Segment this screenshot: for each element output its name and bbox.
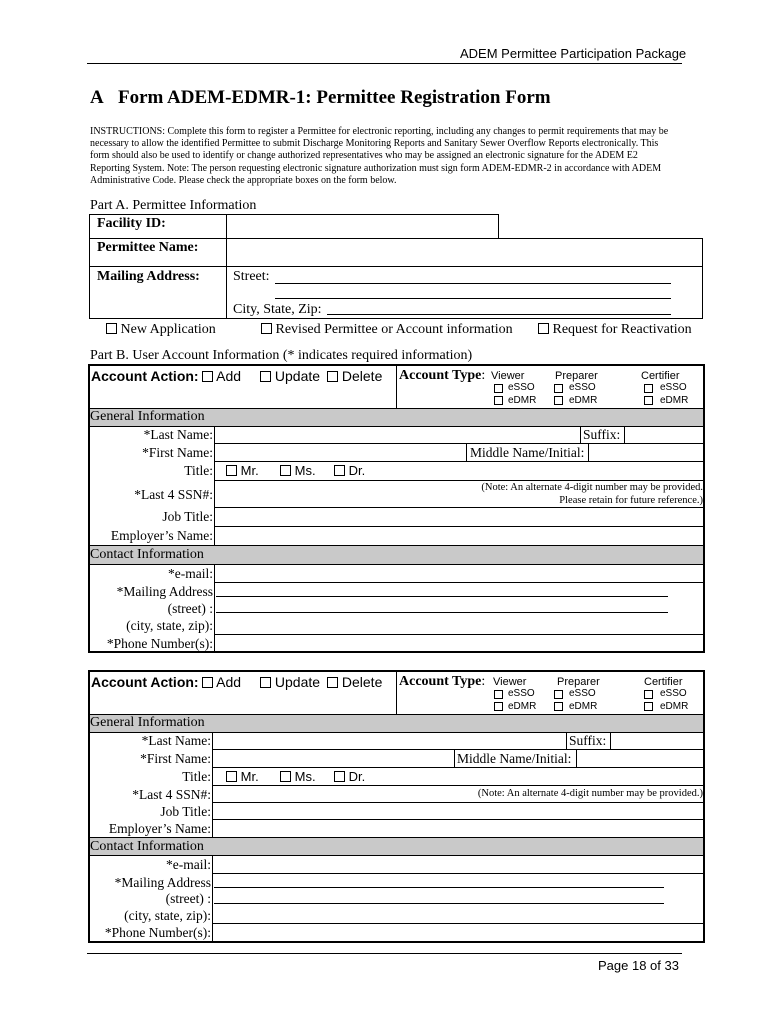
update-option-1[interactable]: Update <box>260 368 320 384</box>
phone-input-1[interactable] <box>216 636 702 651</box>
title-text: Form ADEM-EDMR-1: Permittee Registration Form <box>117 87 551 108</box>
title-ms-option-2[interactable]: Ms. <box>280 769 316 784</box>
reactivation-option[interactable]: Request for Reactivation <box>538 322 692 338</box>
revised-checkbox[interactable] <box>261 323 272 334</box>
middle-name-input-1[interactable] <box>590 445 702 460</box>
street-line-1b[interactable] <box>216 612 668 613</box>
dr-checkbox[interactable] <box>334 465 345 476</box>
title-mr-option-1[interactable]: Mr. <box>226 463 259 478</box>
part-a-heading: Part A. Permittee Information <box>90 198 257 213</box>
permittee-name-label: Permittee Name: <box>97 240 199 255</box>
new-application-checkbox[interactable] <box>106 323 117 334</box>
middle-name-label-2: Middle Name/Initial: <box>457 751 572 766</box>
viewer-esso-checkbox[interactable] <box>494 690 503 699</box>
suffix-input-1[interactable] <box>626 427 702 442</box>
last-name-label-2: *Last Name: <box>141 733 211 748</box>
contact-info-heading-2: Contact Information <box>90 839 204 854</box>
add-checkbox[interactable] <box>202 371 213 382</box>
mr-checkbox[interactable] <box>226 771 237 782</box>
package-title: ADEM Permittee Participation Package <box>460 46 687 61</box>
email-input-1[interactable] <box>216 566 702 581</box>
street-input-line2[interactable] <box>275 298 671 299</box>
street-line-1[interactable] <box>216 596 668 597</box>
city-state-zip-label: City, State, Zip: <box>233 302 322 317</box>
page-number: Page 18 of 33 <box>598 958 679 973</box>
viewer-label-1: Viewer <box>491 370 525 382</box>
mailing-address-label-2: *Mailing Address <box>114 875 211 890</box>
phone-label-1: *Phone Number(s): <box>106 636 213 651</box>
city-state-zip-label-2: (city, state, zip): <box>124 908 211 923</box>
last-name-input-2[interactable] <box>214 733 564 748</box>
preparer-edmr-checkbox[interactable] <box>554 702 563 711</box>
update-checkbox[interactable] <box>260 371 271 382</box>
title-ms-option-1[interactable]: Ms. <box>280 463 316 478</box>
last-name-input-1[interactable] <box>216 427 578 442</box>
add-checkbox[interactable] <box>202 677 213 688</box>
ssn-note-1: (Note: An alternate 4-digit number may be provided. Please retain for future reference.) <box>481 482 703 506</box>
title-label-2: Title: <box>182 769 211 784</box>
ssn-label-2: *Last 4 SSN#: <box>132 787 211 802</box>
account-action-label-1: Account Action: <box>91 368 199 384</box>
title-dr-option-1[interactable]: Dr. <box>334 463 365 478</box>
suffix-input-2[interactable] <box>612 733 702 748</box>
ms-checkbox[interactable] <box>280 465 291 476</box>
job-title-label-2: Job Title: <box>160 804 211 819</box>
street-line-2[interactable] <box>214 887 664 888</box>
viewer-label-2: Viewer <box>493 676 527 688</box>
job-title-input-1[interactable] <box>216 509 702 525</box>
ssn-note-2: (Note: An alternate 4-digit number may be provided.) <box>477 788 703 799</box>
employer-name-label-2: Employer’s Name: <box>108 821 211 836</box>
certifier-label-1: Certifier <box>641 370 680 382</box>
new-application-option[interactable]: New Application <box>106 322 216 338</box>
certifier-label-2: Certifier <box>644 676 683 688</box>
email-label-1: *e-mail: <box>168 566 213 581</box>
city-state-zip-input[interactable] <box>327 314 671 315</box>
job-title-input-2[interactable] <box>214 804 702 818</box>
preparer-label-2: Preparer <box>557 676 600 688</box>
first-name-label-1: *First Name: <box>142 445 213 460</box>
middle-name-input-2[interactable] <box>578 751 702 766</box>
email-label-2: *e-mail: <box>166 857 211 872</box>
first-name-label-2: *First Name: <box>140 751 211 766</box>
certifier-esso-checkbox[interactable] <box>644 384 653 393</box>
mailing-address-label-1: *Mailing Address <box>116 584 213 599</box>
viewer-edmr-checkbox[interactable] <box>494 396 503 405</box>
delete-checkbox[interactable] <box>327 677 338 688</box>
preparer-esso-checkbox[interactable] <box>554 690 563 699</box>
title-dr-option-2[interactable]: Dr. <box>334 769 365 784</box>
general-info-heading-1: General Information <box>90 409 205 424</box>
revised-option[interactable]: Revised Permittee or Account information <box>261 322 513 338</box>
viewer-esso-checkbox[interactable] <box>494 384 503 393</box>
facility-id-label: Facility ID: <box>97 216 166 231</box>
account-type-label-2: Account Type: <box>399 674 486 689</box>
account-type-label-1: Account Type: <box>399 368 486 383</box>
certifier-edmr-checkbox[interactable] <box>644 702 653 711</box>
mailing-address-label: Mailing Address: <box>97 269 200 284</box>
middle-name-label-1: Middle Name/Initial: <box>470 445 585 460</box>
street-label: Street: <box>233 269 270 284</box>
title-mr-option-2[interactable]: Mr. <box>226 769 259 784</box>
preparer-esso-checkbox[interactable] <box>554 384 563 393</box>
suffix-label-1: Suffix: <box>583 427 621 442</box>
street-input[interactable] <box>275 283 671 284</box>
certifier-esso-checkbox[interactable] <box>644 690 653 699</box>
city-state-zip-label-1: (city, state, zip): <box>126 618 213 633</box>
job-title-label-1: Job Title: <box>162 509 213 524</box>
delete-checkbox[interactable] <box>327 371 338 382</box>
viewer-edmr-checkbox[interactable] <box>494 702 503 711</box>
first-name-input-1[interactable] <box>216 445 464 460</box>
add-option-1[interactable]: Add <box>202 368 241 384</box>
add-option-2[interactable]: Add <box>202 674 241 690</box>
facility-id-input[interactable] <box>228 216 496 237</box>
street-label-1: (street) : <box>167 601 213 616</box>
certifier-edmr-checkbox[interactable] <box>644 396 653 405</box>
account-action-label-2: Account Action: <box>91 674 199 690</box>
title-label-1: Title: <box>184 463 213 478</box>
street-label-2: (street) : <box>165 891 211 906</box>
last-name-label-1: *Last Name: <box>143 427 213 442</box>
update-checkbox[interactable] <box>260 677 271 688</box>
instructions: INSTRUCTIONS: Complete this form to register a Permittee for electronic reporting, including any changes to permit requirements that may be necessary to allow the identified Permittee to submit Discharge Monitoring Reports and Sanitary Sewer Overflow Reports electronically. This form should also be used to identify or change authorized representatives who may be assigned an electronic signature for the ADEM E2 Reporting System. Note: The person requesting electronic signature authorization must sign form ADEM-EDMR-2 in accordance with ADEM Administrative Code. Please check the appropriate boxes on the form below. <box>90 126 669 186</box>
mr-checkbox[interactable] <box>226 465 237 476</box>
preparer-edmr-checkbox[interactable] <box>554 396 563 405</box>
street-line-2b[interactable] <box>214 903 664 904</box>
delete-option-1[interactable]: Delete <box>327 368 382 384</box>
ssn-label-1: *Last 4 SSN#: <box>134 487 213 502</box>
phone-input-2[interactable] <box>214 925 702 940</box>
part-b-heading: Part B. User Account Information (* indicates required information) <box>90 348 473 363</box>
phone-label-2: *Phone Number(s): <box>104 925 211 940</box>
contact-info-heading-1: Contact Information <box>90 547 204 562</box>
ssn-input-2[interactable] <box>214 787 454 801</box>
general-info-heading-2: General Information <box>90 715 205 730</box>
first-name-input-2[interactable] <box>214 751 452 766</box>
ms-checkbox[interactable] <box>280 771 291 782</box>
suffix-label-2: Suffix: <box>569 733 607 748</box>
reactivation-checkbox[interactable] <box>538 323 549 334</box>
header-rule <box>87 63 682 64</box>
employer-name-input-1[interactable] <box>216 528 702 544</box>
email-input-2[interactable] <box>214 857 702 872</box>
employer-name-label-1: Employer’s Name: <box>110 528 213 543</box>
permittee-name-input[interactable] <box>228 240 700 265</box>
page-title <box>90 87 551 109</box>
preparer-label-1: Preparer <box>555 370 598 382</box>
delete-option-2[interactable]: Delete <box>327 674 382 690</box>
update-option-2[interactable]: Update <box>260 674 320 690</box>
footer-rule <box>87 953 682 954</box>
dr-checkbox[interactable] <box>334 771 345 782</box>
title-letter: A <box>90 87 104 108</box>
employer-name-input-2[interactable] <box>214 821 702 836</box>
